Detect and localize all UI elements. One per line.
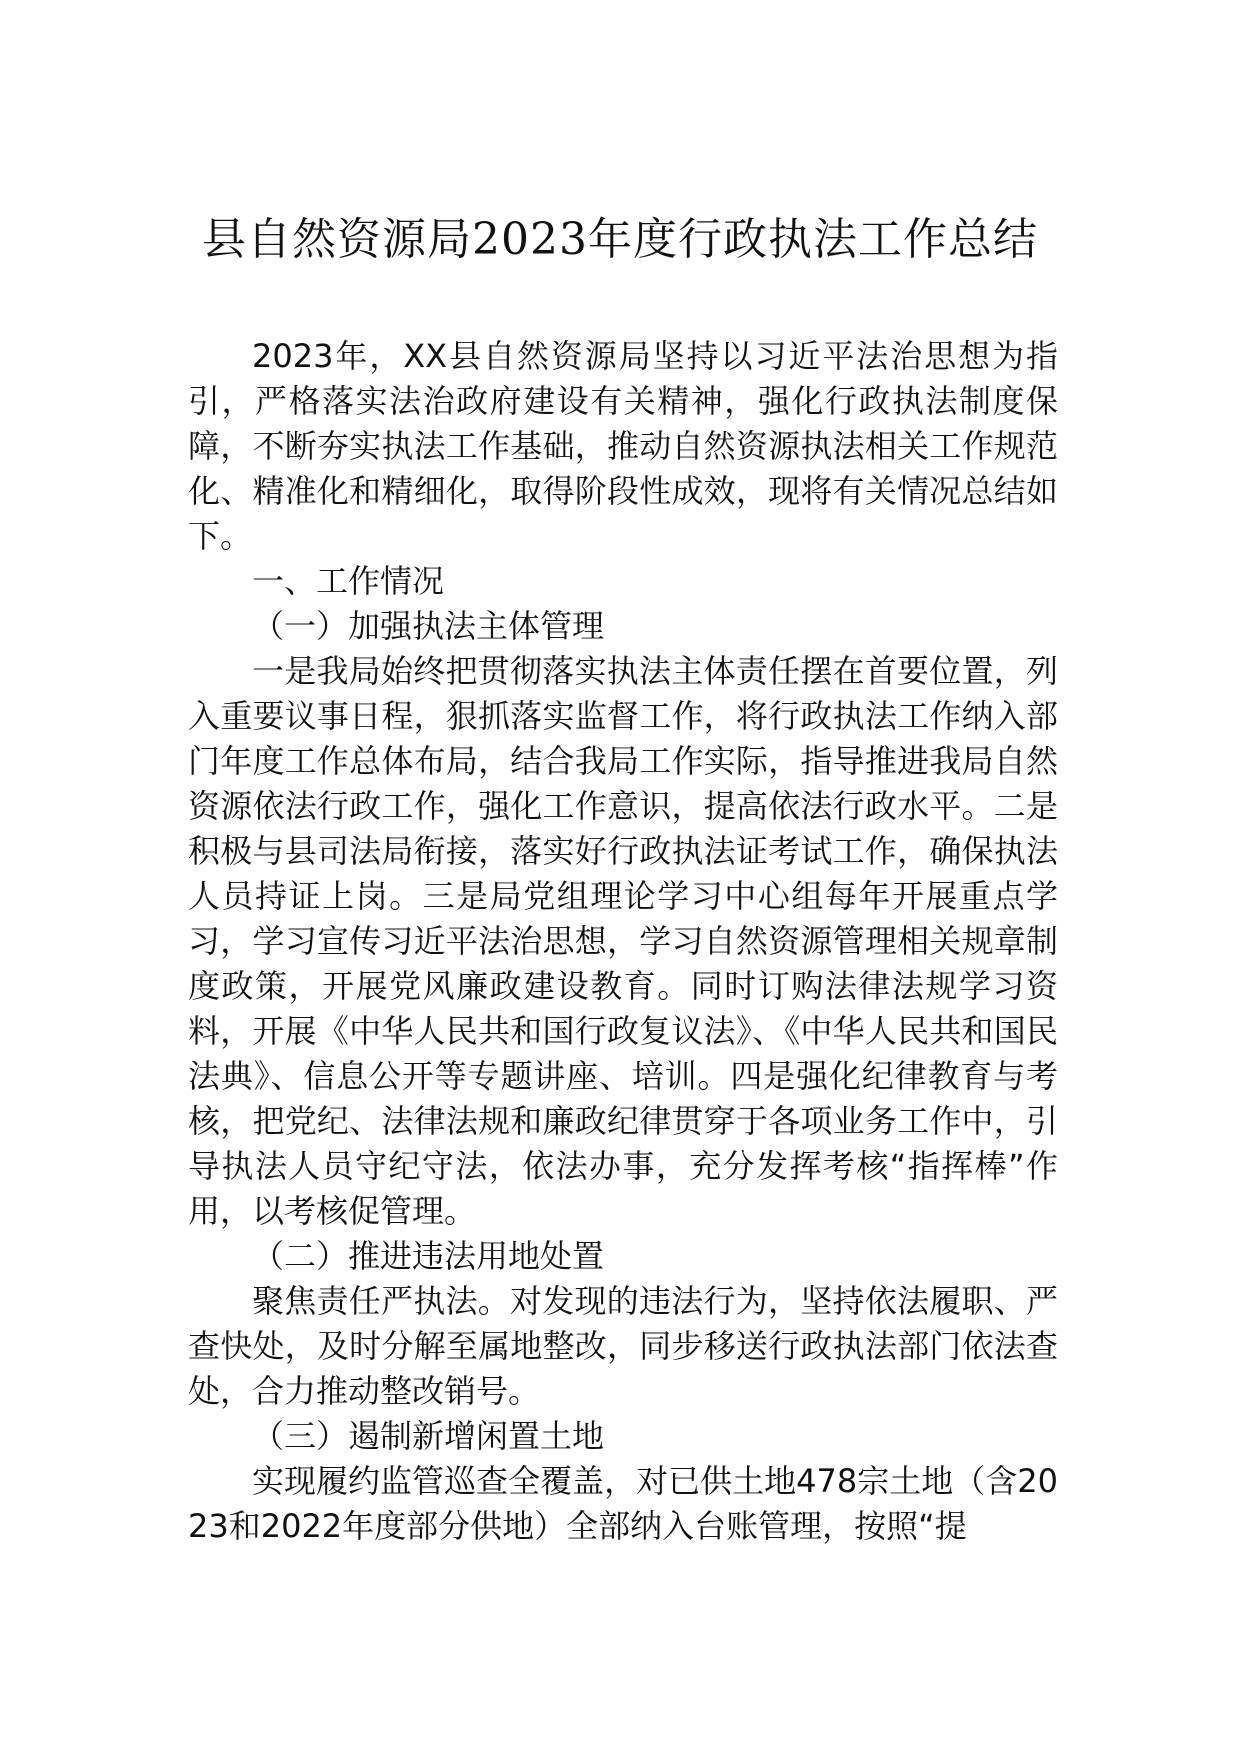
subsection-2-paragraph: 聚焦责任严执法。对发现的违法行为，坚持依法履职、严查快处，及时分解至属地整改，同步移送行政执法部门依法查处，合力推动整改销号。 xyxy=(188,1282,1058,1410)
intro-paragraph: 2023年，XX县自然资源局坚持以习近平法治思想为指引，严格落实法治政府建设有关精神，强化行政执法制度保障，不断夯实执法工作基础，推动自然资源执法相关工作规范化、精准化和精细化，取得阶段性成效，现将有关情况总结如下。 xyxy=(188,337,1058,555)
document-title: 县自然资源局2023年度行政执法工作总结 xyxy=(202,214,1038,265)
subsection-heading-3: （三）遏制新增闲置土地 xyxy=(252,1417,605,1455)
section-heading-work-status: 一、工作情况 xyxy=(252,562,445,600)
subsection-1-paragraph: 一是我局始终把贯彻落实执法主体责任摆在首要位置，列入重要议事日程，狠抓落实监督工作，将行政执法工作纳入部门年度工作总体布局，结合我局工作实际，指导推进我局自然资源依法行政工作，强化工作意识，提高依法行政水平。二是积极与县司法局衔接，落实好行政执法证考试工作，确保执法人员持证上岗。三是局党组理论学习中心组每年开展重点学习，学习宣传习近平法治思想，学习自然资源管理相关规章制度政策，开展党风廉政建设教育。同时订购法律法规学习资料，开展《中华人民共和国行政复议法》、《中华人民共和国民法典》、信息公开等专题讲座、培训。四是强化纪律教育与考核，把党纪、法律法规和廉政纪律贯穿于各项业务工作中，引导执法人员守纪守法，依法办事，充分发挥考核“指挥棒”作用，以考核促管理。 xyxy=(188,652,1058,1230)
subsection-heading-1: （一）加强执法主体管理 xyxy=(252,607,605,645)
subsection-3-paragraph: 实现履约监管巡查全覆盖，对已供土地478宗土地（含2023和2022年度部分供地）全部纳入台账管理，按照“提 xyxy=(188,1462,1058,1545)
subsection-heading-2: （二）推进违法用地处置 xyxy=(252,1237,605,1275)
document-body xyxy=(188,334,1058,1549)
